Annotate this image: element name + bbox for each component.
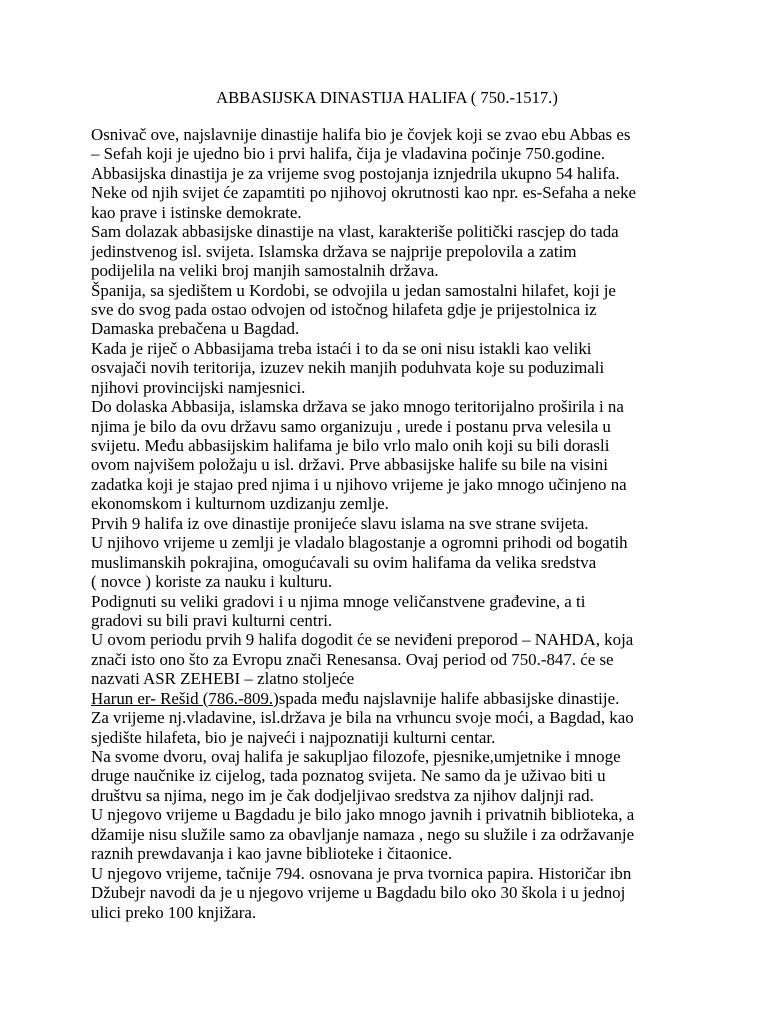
text-line: Džubejr navodi da je u njegovo vrijeme u Bagdadu bilo oko 30 škola i u jednoj [91, 883, 626, 903]
text-line: druge naučnike iz cijelog, tada poznatog svijeta. Ne samo da je uživao biti u [91, 766, 606, 786]
text-line: društvu sa njima, nego im je čak dodjeljivao sredstva za njihov daljnji rad. [91, 785, 594, 805]
text-line: raznih prewdavanja i kao javne biblioteke i čitaonice. [91, 844, 453, 864]
text-line: gradovi su bili pravi kulturni centri. [91, 610, 333, 630]
text-line: Sam dolazak abbasijske dinastije na vlast, karakteriše politički rascjep do tada [91, 222, 619, 242]
text-line: ulici preko 100 knjižara. [91, 902, 257, 922]
text-line: Kada je riječ o Abbasijama treba istaći i to da se oni nisu istakli kao veliki [91, 338, 592, 358]
text-line: Damaska prebačena u Bagdad. [91, 319, 300, 339]
text-line: osvajači novih teritorija, izuzev nekih manjih poduhvata koje su poduzimali [91, 358, 605, 378]
text-line: U ovom periodu prvih 9 halifa dogodit će se neviđeni preporod – NAHDA, koja [91, 630, 634, 650]
halifa-name-underlined: Harun er- Rešid (786.-809.) [91, 688, 279, 708]
text-line: džamije nisu služile samo za obavljanje namaza , nego su služile i za održavanje [91, 824, 635, 844]
text-line: sjedište hilafeta, bio je najveći i najpoznatiji kulturni centar. [91, 727, 496, 747]
text-line: Do dolaska Abbasija, islamska država se jako mnogo teritorijalno proširila i na [91, 397, 624, 417]
text-line: podijelila na veliki broj manjih samostalnih država. [91, 261, 439, 281]
text-line: Za vrijeme nj.vladavine, isl.država je bila na vrhuncu svoje moći, a Bagdad, kao [91, 708, 634, 728]
text-line: Podignuti su veliki gradovi i u njima mnoge veličanstvene građevine, a ti [91, 591, 586, 611]
text-line: Na svome dvoru, ovaj halifa je sakupljao filozofe, pjesnike,umjetnike i mnoge [91, 747, 621, 766]
text-line: kao prave i istinske demokrate. [91, 202, 302, 222]
text-line: sve do svog pada ostao odvojen od istočnog hilafeta gdje je prijestolnica iz [91, 299, 597, 319]
text-line: – Sefah koji je ujedno bio i prvi halifa, čija je vladavina počinje 750.godine. [91, 144, 606, 164]
text-line: ovom najvišem položaju u isl. državi. Prve abbasijske halife su bile na visini [91, 455, 608, 475]
text-line: njihovi provincijski namjesnici. [91, 377, 306, 397]
page-title [0, 88, 768, 108]
text-line: muslimanskih pokrajina, omogućavali su ovim halifama da velika sredstva [91, 552, 597, 572]
page-title-text: ABBASIJSKA DINASTIJA HALIFA ( 750.-1517.) [216, 88, 558, 107]
body-text [91, 125, 691, 922]
text-line: U njegovo vrijeme, tačnije 794. osnovana je prva tvornica papira. Historičar ibn [91, 863, 632, 883]
text-line: Španija, sa sjedištem u Kordobi, se odvojila u jedan samostalni hilafet, koji je [91, 280, 616, 300]
text-line: zadatka koji je stajao pred njima i u njihovo vrijeme je jako mnogo učinjeno na [91, 474, 627, 494]
text-line: ( novce ) koriste za nauku i kulturu. [91, 572, 333, 592]
text-line [91, 689, 691, 708]
text-line: Neke od njih svijet će zapamtiti po njihovoj okrutnosti kao npr. es-Sefaha a neke [91, 183, 637, 203]
text-line: Prvih 9 halifa iz ove dinastije pronijeće slavu islama na sve strane svijeta. [91, 513, 589, 533]
halifa-name-sentence: spada među najslavnije halife abbasijske dinastije. [278, 688, 620, 708]
text-line: U njegovo vrijeme u Bagdadu je bilo jako mnogo javnih i privatnih biblioteka, a [91, 805, 635, 825]
text-line: njima je bilo da ovu državu samo organizuju , urede i postanu prva velesila u [91, 416, 611, 436]
text-line: ekonomskom i kulturnom uzdizanju zemlje. [91, 494, 389, 514]
text-line: U njihovo vrijeme u zemlji je vladalo blagostanje a ogromni prihodi od bogatih [91, 533, 628, 553]
text-line: svijetu. Među abbasijskim halifama je bilo vrlo malo onih koji su bili dorasli [91, 436, 610, 455]
text-line: Abbasijska dinastija je za vrijeme svog postojanja iznjedrila ukupno 54 halifa. [91, 163, 620, 183]
text-line: nazvati ASR ZEHEBI – zlatno stoljeće [91, 669, 355, 689]
text-line: znači isto ono što za Evropu znači Renesansa. Ovaj period od 750.-847. će se [91, 649, 614, 669]
text-line: Osnivač ove, najslavnije dinastije halifa bio je čovjek koji se zvao ebu Abbas es [91, 125, 631, 144]
text-line: jedinstvenog isl. svijeta. Islamska država se najprije prepolovila a zatim [91, 241, 577, 261]
